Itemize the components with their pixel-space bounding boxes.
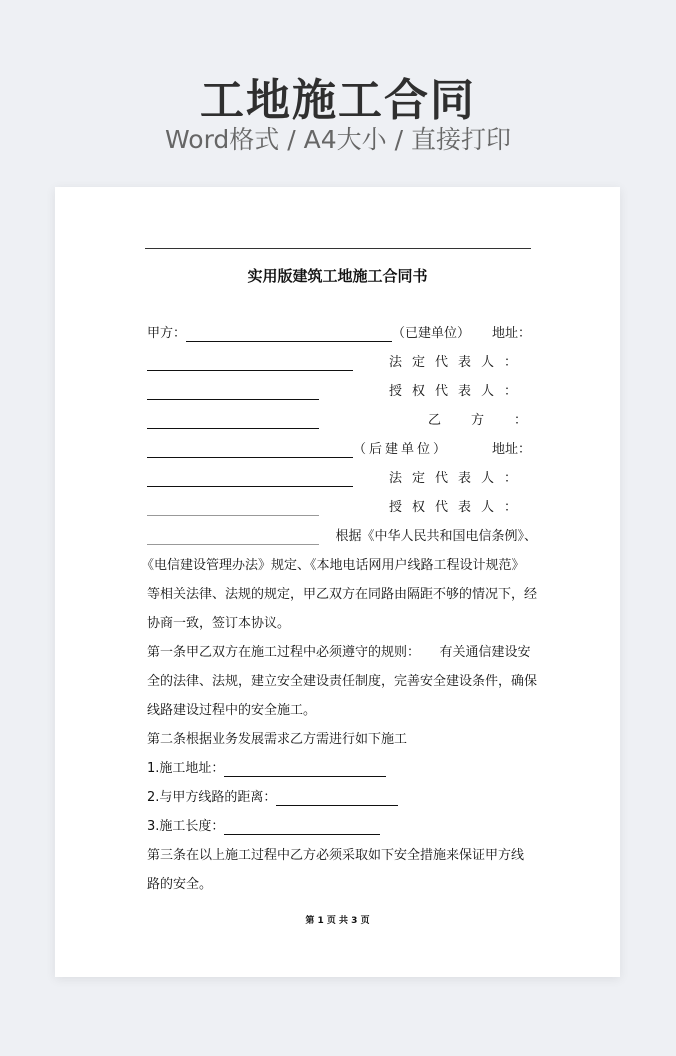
page-number: 第 1 页 共 3 页 xyxy=(305,916,370,926)
address-blank xyxy=(147,350,353,371)
auth-rep-label: 授权代表人： xyxy=(388,384,527,399)
address-label-2: 地址： xyxy=(491,442,531,457)
party-a-blank xyxy=(186,321,392,342)
para1-text1: 根据《中华人民共和国电信条例》、 xyxy=(335,529,537,544)
document-title: 实用版建筑工地施工合同书 xyxy=(247,267,428,285)
later-builder-note: （后建单位） xyxy=(353,442,450,457)
item2-blank xyxy=(276,785,398,806)
party-a-label: 甲方： xyxy=(147,326,187,341)
banner-title: 工地施工合同 xyxy=(200,75,476,126)
item1-blank xyxy=(224,756,386,777)
article1-line3: 线路建设过程中的安全施工。 xyxy=(147,703,317,718)
address-blank-2 xyxy=(147,466,353,487)
item3-line xyxy=(147,812,531,841)
article2-line: 第二条根据业务发展需求乙方需进行如下施工 xyxy=(147,732,408,747)
legal-rep-label: 法定代表人： xyxy=(388,355,527,370)
item2-label: 2.与甲方线路的距离： xyxy=(147,790,277,805)
article1-line1: 第一条甲乙双方在施工过程中必须遵守的规则： 有关通信建设安 xyxy=(147,645,531,660)
party-b-detail-line xyxy=(147,435,531,464)
party-b-blank xyxy=(147,437,353,458)
auth-rep-line-2 xyxy=(147,493,531,522)
article3-line1: 第三条在以上施工过程中乙方必须采取如下安全措施来保证甲方线 xyxy=(147,848,525,863)
item1-label: 1.施工地址： xyxy=(147,761,225,776)
auth-rep-label-2: 授权代表人： xyxy=(388,500,527,515)
auth-rep-line xyxy=(147,377,531,406)
para1-line2: 《电信建设管理办法》规定、《本地电话网用户线路工程设计规范》 xyxy=(141,558,525,573)
party-b-label: 乙方： xyxy=(427,413,557,428)
legal-rep-line xyxy=(147,348,531,377)
para1-line3: 等相关法律、法规的规定，甲乙双方在同路由隔距不够的情况下，经 xyxy=(147,587,538,602)
party-b-line xyxy=(147,406,557,435)
builder-note: （已建单位） xyxy=(392,326,471,341)
legal-rep-blank-2 xyxy=(147,495,319,516)
auth-rep-blank xyxy=(147,408,319,429)
legal-rep-blank xyxy=(147,379,319,400)
address-label: 地址： xyxy=(491,326,531,341)
item3-label: 3.施工长度： xyxy=(147,819,225,834)
para1-line4: 协商一致，签订本协议。 xyxy=(147,616,291,631)
item3-blank xyxy=(224,814,380,835)
article1-line2: 全的法律、法规，建立安全建设责任制度，完善安全建设条件，确保 xyxy=(147,674,538,689)
party-a-line xyxy=(147,319,531,348)
item1-line xyxy=(147,754,531,783)
banner-subtitle: Word格式 / A4大小 / 直接打印 xyxy=(165,125,511,154)
top-divider xyxy=(145,248,531,249)
document-page xyxy=(55,187,620,977)
legal-rep-label-2: 法定代表人： xyxy=(388,471,527,486)
article3-line2: 路的安全。 xyxy=(147,877,213,892)
item2-line xyxy=(147,783,531,812)
auth-rep-blank-2 xyxy=(147,524,319,545)
para1-line1 xyxy=(147,522,537,551)
legal-rep-line-2 xyxy=(147,464,531,493)
